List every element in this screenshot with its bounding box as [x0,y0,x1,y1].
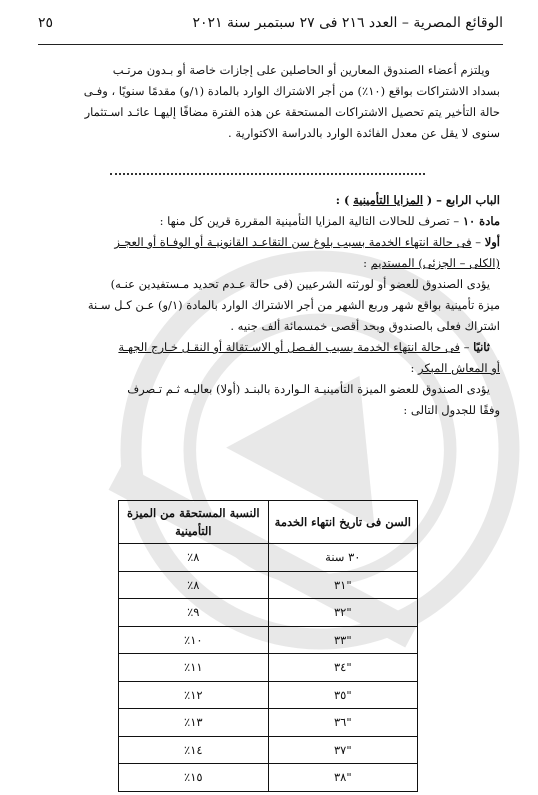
cell-percentage: ٨٪ [119,544,269,572]
benefit-percentage-table [118,500,418,792]
cell-age: "٣٤ [268,654,417,682]
table-row [119,654,418,682]
header-percentage: النسبة المستحقة من الميزة التأمينية [119,501,269,544]
paragraph-contributions [42,60,500,144]
cell-percentage: ١١٪ [119,654,269,682]
second-case-dash: – [460,340,470,354]
article-text: – تصرف للحالات التالية المزايا التأمينية المقررة قرين كل منها : [159,214,460,228]
paragraph-line: بسداد الاشتراكات بواقع (١٠٪) من أجر الاشتراك الوارد بالمادة (١/و) مقدمًا سنويًا ، وفـى [83,84,500,98]
first-case-text: فى حالة انتهاء الخدمة بسبب بلوغ سن التقاعـد القانونيـة أو الوفـاة أو العجـز [114,235,472,249]
header-age: السن فى تاريخ انتهاء الخدمة [268,501,417,544]
chapter-four-section [42,190,500,421]
first-case-body: اشتراك فعلى بالصندوق وبحد أقصى خمسمائة ألف جنيه . [230,319,500,333]
second-case-body: يؤدى الصندوق للعضو الميزة التأمينيـة الـواردة بالبنـد (أولا) بعاليـه ثـم تـصرف [127,382,490,396]
cell-percentage: ١٣٪ [119,709,269,737]
table-header-row [119,501,418,544]
header-divider [38,44,503,45]
cell-percentage: ٨٪ [119,571,269,599]
table-row [119,571,418,599]
paragraph-line: سنوى لا يقل عن معدل الفائدة الوارد بالدراسة الاكتوارية . [228,126,500,140]
cell-age: "٣٦ [268,709,417,737]
cell-age: "٣٢ [268,599,417,627]
first-case-label: أولا [484,235,500,249]
table-row [119,599,418,627]
table-row [119,681,418,709]
cell-percentage: ١٠٪ [119,626,269,654]
second-case-line-2 [42,358,500,379]
cell-age: "٣١ [268,571,417,599]
chapter-label: الباب الرابع – ( [426,193,500,207]
table-row [119,764,418,792]
header-title: الوقائع المصرية – العدد ٢١٦ فى ٢٧ سبتمبر سنة ٢٠٢١ [192,15,503,31]
cell-age: ٣٠ سنة [268,544,417,572]
cell-age: "٣٥ [268,681,417,709]
cell-percentage: ١٤٪ [119,736,269,764]
article-line [42,211,500,232]
table-row [119,544,418,572]
first-case-end: : [363,256,371,270]
cell-age: "٣٣ [268,626,417,654]
cell-percentage: ١٢٪ [119,681,269,709]
dotted-separator [110,173,425,175]
chapter-heading [42,190,500,211]
first-case-dash: – [471,235,482,249]
second-case-text: فى حالة انتهاء الخدمة بسبب الفـصل أو الاسـتقالة أو النقـل خـارج الجهـة [118,340,461,354]
table-row [119,626,418,654]
paragraph-line: ويلتزم أعضاء الصندوق المعارين أو الحاصلين على إجازات خاصة أو بـدون مرتـب [112,63,490,77]
second-case-label: ثانيًا [473,340,490,354]
chapter-close: ) : [335,193,350,207]
cell-age: "٣٨ [268,764,417,792]
cell-percentage: ٩٪ [119,599,269,627]
first-case-line-2 [42,253,500,274]
second-case-line [42,337,500,358]
table-row [119,736,418,764]
first-case-body: ميزة تأمينية بواقع شهر وربع الشهر من أجر الاشتراك الوارد بالمادة (١/و) عـن كـل سـنة [87,298,500,312]
second-case-text-2: أو المعاش المبكر [417,361,500,375]
first-case-body: يؤدى الصندوق للعضو أو لورثته الشرعيين (فى حالة عـدم تحديد مـستفيدين عنـه) [110,277,490,291]
paragraph-line: حالة التأخير يتم تحصيل الاشتراكات المستحقة عن هذه الفترة مضافًا إليهـا عائـد اسـتثمار [84,105,500,119]
page-number: ٢٥ [38,15,54,31]
cell-percentage: ١٥٪ [119,764,269,792]
table-row [119,709,418,737]
cell-age: "٣٧ [268,736,417,764]
chapter-title: المزايا التأمينية [353,193,424,207]
first-case-line [42,232,500,253]
second-case-end: : [410,361,418,375]
article-label: مادة ١٠ [462,214,500,228]
first-case-text-2: (الكلى – الجزئى) المستديم [370,256,500,270]
second-case-body: وفقًا للجدول التالى : [403,403,500,417]
page-header [38,10,503,36]
